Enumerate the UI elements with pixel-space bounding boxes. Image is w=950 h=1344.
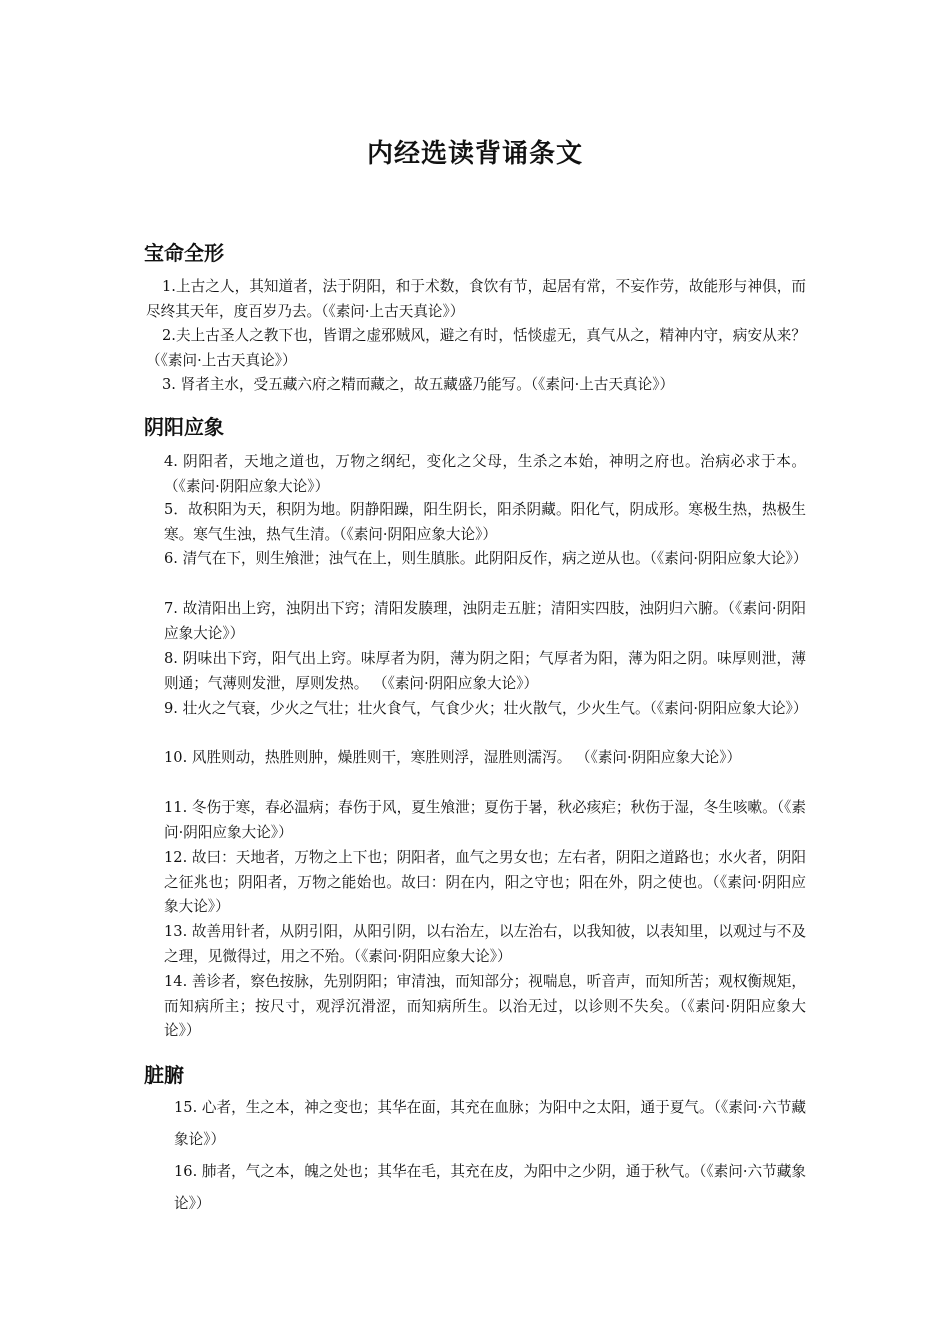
paragraph-3: 3. 肾者主水，受五藏六府之精而藏之，故五藏盛乃能写。（《素问·上古天真论》） (162, 376, 675, 393)
paragraph-15: 15. 心者，生之本，神之变也；其华在面，其充在血脉；为阳中之太阳，通于夏气。（《素问·六节藏象论》） (174, 1099, 806, 1148)
paragraph-5: 5．故积阳为天，积阴为地。阴静阳躁，阳生阴长，阳杀阴藏。阳化气，阴成形。寒极生热，热极生寒。寒气生浊，热气生清。（《素问·阴阳应象大论》） (164, 501, 806, 543)
paragraph-12: 12. 故曰：天地者，万物之上下也；阴阳者，血气之男女也；左右者，阴阳之道路也；水火者，阴阳之征兆也；阴阳者，万物之能始也。故曰：阴在内，阳之守也；阳在外，阴之使也。（《素问·阴阳应象大论》） (164, 849, 806, 915)
paragraph-11: 11. 冬伤于寒，春必温病；春伤于风，夏生飧泄；夏伤于暑，秋必痎疟；秋伤于湿，冬生咳嗽。（《素问·阴阳应象大论》） (164, 799, 806, 841)
section-heading-yinyang: 阴阳应象 (144, 415, 224, 439)
section-heading-baoming: 宝命全形 (144, 241, 224, 265)
paragraph-8: 8. 阴味出下窍，阳气出上窍。味厚者为阴，薄为阴之阳；气厚者为阳，薄为阳之阴。味厚则泄，薄则通；气薄则发泄，厚则发热。 （《素问·阴阳应象大论》） (164, 650, 806, 692)
paragraph-10: 10. 风胜则动，热胜则肿，燥胜则干，寒胜则浮，湿胜则濡泻。 （《素问·阴阳应象大论》） (164, 749, 742, 766)
paragraph-1: 1.上古之人，其知道者，法于阴阳，和于术数，食饮有节，起居有常，不妄作劳，故能形与神俱，而尽终其天年，度百岁乃去。（《素问·上古天真论》） (146, 278, 806, 320)
paragraph-13: 13. 故善用针者，从阴引阳，从阳引阴，以右治左，以左治右，以我知彼，以表知里，以观过与不及之理，见微得过，用之不殆。（《素问·阴阳应象大论》） (164, 923, 806, 965)
paragraph-6: 6. 清气在下，则生飧泄；浊气在上，则生䐜胀。此阴阳反作，病之逆从也。（《素问·阴阳应象大论》） (164, 550, 808, 567)
paragraph-16: 16. 肺者，气之本，魄之处也；其华在毛，其充在皮，为阳中之少阴，通于秋气。（《素问·六节藏象论》） (174, 1163, 806, 1212)
paragraph-7: 7. 故清阳出上窍，浊阴出下窍；清阳发腠理，浊阴走五脏；清阳实四肢，浊阴归六腑。（《素问·阴阳应象大论》） (164, 600, 806, 642)
document-title: 内经选读背诵条文 (366, 139, 583, 169)
paragraph-9: 9. 壮火之气衰，少火之气壮；壮火食气，气食少火；壮火散气，少火生气。（《素问·阴阳应象大论》） (164, 700, 808, 717)
paragraph-4: 4. 阴阳者，天地之道也，万物之纲纪，变化之父母，生杀之本始，神明之府也。治病必求于本。（《素问·阴阳应象大论》） (164, 453, 806, 495)
paragraph-2: 2.夫上古圣人之教下也，皆谓之虚邪贼风，避之有时，恬惔虚无，真气从之，精神内守，病安从来？（《素问·上古天真论》） (146, 327, 806, 369)
section-heading-zangfu: 脏腑 (144, 1063, 184, 1087)
paragraph-14: 14. 善诊者，察色按脉，先别阴阳；审清浊，而知部分；视喘息，听音声，而知所苦；观权衡规矩，而知病所主；按尺寸，观浮沉滑涩，而知病所生。以治无过，以诊则不失矣。（《素问·阴阳应象大论》） (164, 973, 806, 1039)
